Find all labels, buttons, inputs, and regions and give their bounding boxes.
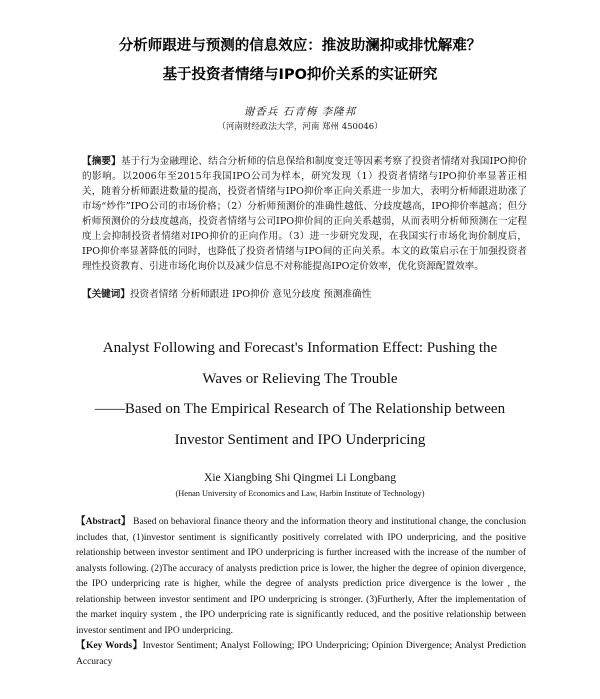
chinese-abstract-text: 基于行为金融理论、结合分析师的信息保给和制度变迁等因素考察了投资者情绪对我国IPO抑价的影响。以2006年至2015年我国IPO公司为样本，研究发现（1）投资者情绪与IPO抑价率显著正相关，随着分析师跟进数量的提高，投资者情绪与IPO抑价率正向关系进一步加大，表明分析师跟进助涨了市场“炒作”IPO公司的市场价格；（2）分析师预测价的准确性越低、分歧度越高，IPO抑价率越高；但分析师预测价的分歧度越高，投资者情绪与公司IPO抑价间的正向关系越弱，从而表明分析师预测在一定程度上会抑制投资者情绪对IPO抑价的正向作用。（3）进一步研究发现，在我国实行市场化询价制度后，IPO抑价率显著降低的同时，也降低了投资者情绪与IPO间的正向关系。本文的政策启示在于加强投资者理性投资教育、引进市场化询价以及减少信息不对称能提高IPO定价效率，优化资源配置效率。 <box>82 156 528 272</box>
chinese-title-line2: 基于投资者情绪与IPO抑价关系的实证研究 <box>162 67 438 83</box>
english-keywords <box>76 639 526 670</box>
chinese-keywords-label: 【关键词】 <box>82 289 130 300</box>
chinese-keywords <box>82 287 527 302</box>
english-abstract-label: 【Abstract】 <box>76 517 131 527</box>
chinese-authors: 谢香兵 石青梅 李隆邦 <box>243 106 357 118</box>
chinese-keywords-text: 投资者情绪 分析师跟进 IPO抑价 意见分歧度 预测准确性 <box>129 289 372 300</box>
english-authors: Xie Xiangbing Shi Qingmei Li Longbang <box>204 472 396 484</box>
english-title-line2: Waves or Relieving The Trouble <box>202 371 398 387</box>
english-keywords-text: Investor Sentiment; Analyst Following; IPO Underpricing; Opinion Divergence; Analyst Prediction Accuracy <box>76 641 526 667</box>
english-title-line4: Investor Sentiment and IPO Underpricing <box>174 432 426 448</box>
english-abstract <box>76 515 526 639</box>
chinese-title-line1: 分析师跟进与预测的信息效应：推波助澜抑或排忧解难？ <box>118 38 482 54</box>
chinese-affiliation: （河南财经政法大学，河南 郑州 450046） <box>217 122 383 132</box>
english-title-line1: Analyst Following and Forecast's Information Effect: Pushing the <box>102 340 498 356</box>
english-keywords-label: 【Key Words】 <box>76 641 143 651</box>
english-abstract-text: Based on behavioral finance theory and the information theory and institutional change, the conclusion includes that, (1)investor sentiment is significantly positively correlated with IPO underpricing, and the positive relationship between investor sentiment and IPO underpricing is further increased with the increase of the number of analysts following. (2)The accuracy of analysts prediction price is lower, the higher the degree of opinion divergence, the IPO underpricing rate is higher, while the degree of analysts prediction price divergence is the lower , the relationship between investor sentiment and IPO underpricing is stronger. (3)Furtherly, After the implementation of the market inquiry system , the IPO underpricing rate is significantly reduced, and the positive relationship between investor sentiment and IPO underpricing. <box>76 517 527 636</box>
english-title-line3: ——Based on The Empirical Research of The Relationship between <box>94 401 506 417</box>
english-affiliation: (Henan University of Economics and Law, Harbin Institute of Technology) <box>175 489 425 498</box>
chinese-abstract-label: 【摘要】 <box>82 156 121 167</box>
chinese-abstract <box>82 154 527 274</box>
